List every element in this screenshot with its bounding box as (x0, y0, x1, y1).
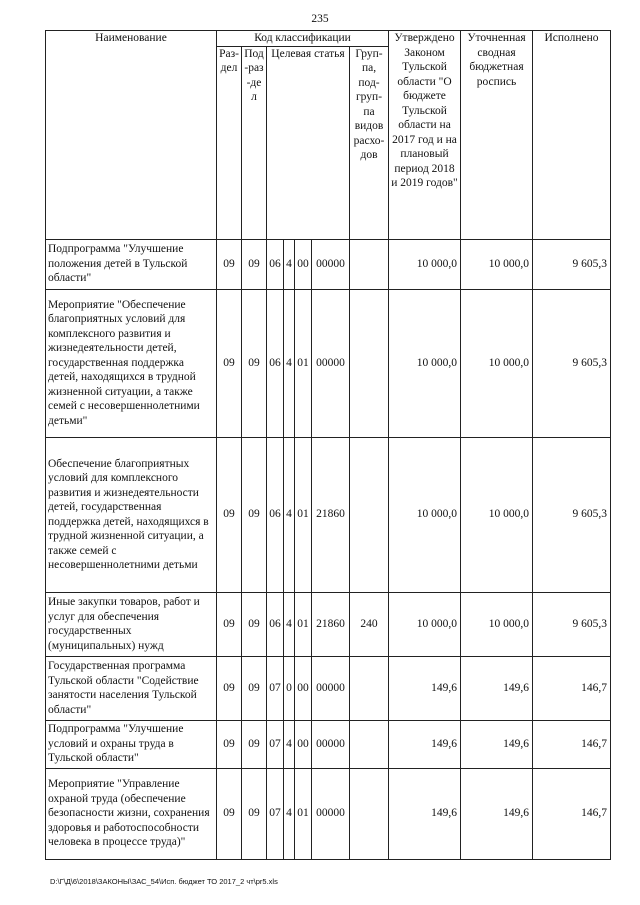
row-target-subprogram: 4 (284, 768, 295, 859)
row-approved: 149,6 (389, 656, 461, 720)
row-podrazdel: 09 (242, 768, 267, 859)
col-header-vid: Груп-па, под-груп-па видов расхо-дов (350, 46, 389, 239)
row-razdel: 09 (217, 239, 242, 289)
row-executed: 146,7 (533, 768, 611, 859)
col-header-target: Целевая статья (267, 46, 350, 239)
table-row (46, 239, 611, 289)
row-target-event: 00 (295, 239, 312, 289)
col-header-name: Наименование (46, 31, 217, 240)
row-vid (350, 720, 389, 768)
row-executed: 9 605,3 (533, 437, 611, 592)
row-target-event: 01 (295, 592, 312, 656)
row-podrazdel: 09 (242, 289, 267, 437)
row-target-direction: 00000 (312, 656, 350, 720)
row-target-program: 06 (267, 239, 284, 289)
row-target-program: 06 (267, 592, 284, 656)
row-target-subprogram: 4 (284, 239, 295, 289)
row-vid (350, 656, 389, 720)
row-razdel: 09 (217, 720, 242, 768)
row-refined: 10 000,0 (461, 437, 533, 592)
row-target-direction: 00000 (312, 768, 350, 859)
row-target-direction: 21860 (312, 437, 350, 592)
row-refined: 149,6 (461, 720, 533, 768)
row-razdel: 09 (217, 592, 242, 656)
row-target-program: 07 (267, 768, 284, 859)
col-header-podrazdel: Под-раз-дел (242, 46, 267, 239)
col-header-razdel: Раз-дел (217, 46, 242, 239)
row-name: Мероприятие "Управление охраной труда (обеспечение безопасности жизни, сохранения здоровья и работоспособности человека в процессе труда)" (46, 768, 217, 859)
row-vid (350, 768, 389, 859)
row-target-program: 07 (267, 656, 284, 720)
row-vid (350, 289, 389, 437)
row-podrazdel: 09 (242, 656, 267, 720)
row-target-program: 06 (267, 437, 284, 592)
row-razdel: 09 (217, 768, 242, 859)
col-header-approved: Утверждено Законом Тульской области "О бюджете Тульской области на 2017 год и на плановый период 2018 и 2019 годов" (389, 31, 461, 240)
row-target-direction: 21860 (312, 592, 350, 656)
row-executed: 9 605,3 (533, 289, 611, 437)
table-row (46, 289, 611, 437)
row-refined: 149,6 (461, 768, 533, 859)
row-target-program: 06 (267, 289, 284, 437)
row-target-subprogram: 4 (284, 289, 295, 437)
page-number: 235 (311, 13, 329, 25)
row-approved: 10 000,0 (389, 289, 461, 437)
row-target-subprogram: 4 (284, 592, 295, 656)
row-target-event: 01 (295, 437, 312, 592)
row-name: Иные закупки товаров, работ и услуг для обеспечения государственных (муниципальных) нужд (46, 592, 217, 656)
row-target-direction: 00000 (312, 720, 350, 768)
row-target-program: 07 (267, 720, 284, 768)
footer-file-path: D:\Г\Д\6\2018\ЗАКОНЫ\ЗАС_54\Исп. бюджет ТО 2017_2 чт\pr5.xls (50, 877, 278, 886)
row-target-event: 01 (295, 289, 312, 437)
row-executed: 9 605,3 (533, 592, 611, 656)
row-name: Подпрограмма "Улучшение положения детей в Тульской области" (46, 239, 217, 289)
row-name: Мероприятие "Обеспечение благоприятных условий для комплексного развития и жизнедеятельности детей, государственная поддержка детей, находящихся в трудной жизненной ситуации, а также семей с несовершеннолетними детьми" (46, 289, 217, 437)
row-approved: 149,6 (389, 768, 461, 859)
row-executed: 146,7 (533, 720, 611, 768)
col-header-refined: Уточненная сводная бюджетная роспись (461, 31, 533, 240)
row-podrazdel: 09 (242, 720, 267, 768)
row-name: Государственная программа Тульской области "Содействие занятости населения Тульской области" (46, 656, 217, 720)
table-body (46, 239, 611, 859)
table-row (46, 592, 611, 656)
table-row (46, 656, 611, 720)
row-name: Подпрограмма "Улучшение условий и охраны труда в Тульской области" (46, 720, 217, 768)
row-executed: 9 605,3 (533, 239, 611, 289)
budget-table (45, 30, 611, 860)
row-vid (350, 239, 389, 289)
table-row (46, 768, 611, 859)
row-razdel: 09 (217, 289, 242, 437)
row-approved: 10 000,0 (389, 239, 461, 289)
row-refined: 10 000,0 (461, 239, 533, 289)
row-target-direction: 00000 (312, 239, 350, 289)
row-vid (350, 437, 389, 592)
col-header-executed: Исполнено (533, 31, 611, 240)
row-name: Обеспечение благоприятных условий для комплексного развития и жизнедеятельности детей, государственная поддержка детей, находящихся в трудной жизненной ситуации, а также семей с несовершеннолетними детьми (46, 437, 217, 592)
row-refined: 10 000,0 (461, 289, 533, 437)
row-podrazdel: 09 (242, 592, 267, 656)
row-target-event: 00 (295, 720, 312, 768)
row-podrazdel: 09 (242, 437, 267, 592)
row-refined: 10 000,0 (461, 592, 533, 656)
row-target-subprogram: 4 (284, 720, 295, 768)
row-target-subprogram: 4 (284, 437, 295, 592)
table-header (46, 31, 611, 240)
row-target-direction: 00000 (312, 289, 350, 437)
row-approved: 10 000,0 (389, 592, 461, 656)
row-podrazdel: 09 (242, 239, 267, 289)
row-razdel: 09 (217, 656, 242, 720)
table-row (46, 437, 611, 592)
row-approved: 10 000,0 (389, 437, 461, 592)
table-row (46, 720, 611, 768)
row-target-event: 00 (295, 656, 312, 720)
row-razdel: 09 (217, 437, 242, 592)
row-target-event: 01 (295, 768, 312, 859)
row-executed: 146,7 (533, 656, 611, 720)
row-refined: 149,6 (461, 656, 533, 720)
row-target-subprogram: 0 (284, 656, 295, 720)
col-header-code-group: Код классификации (217, 31, 389, 47)
row-approved: 149,6 (389, 720, 461, 768)
row-vid: 240 (350, 592, 389, 656)
